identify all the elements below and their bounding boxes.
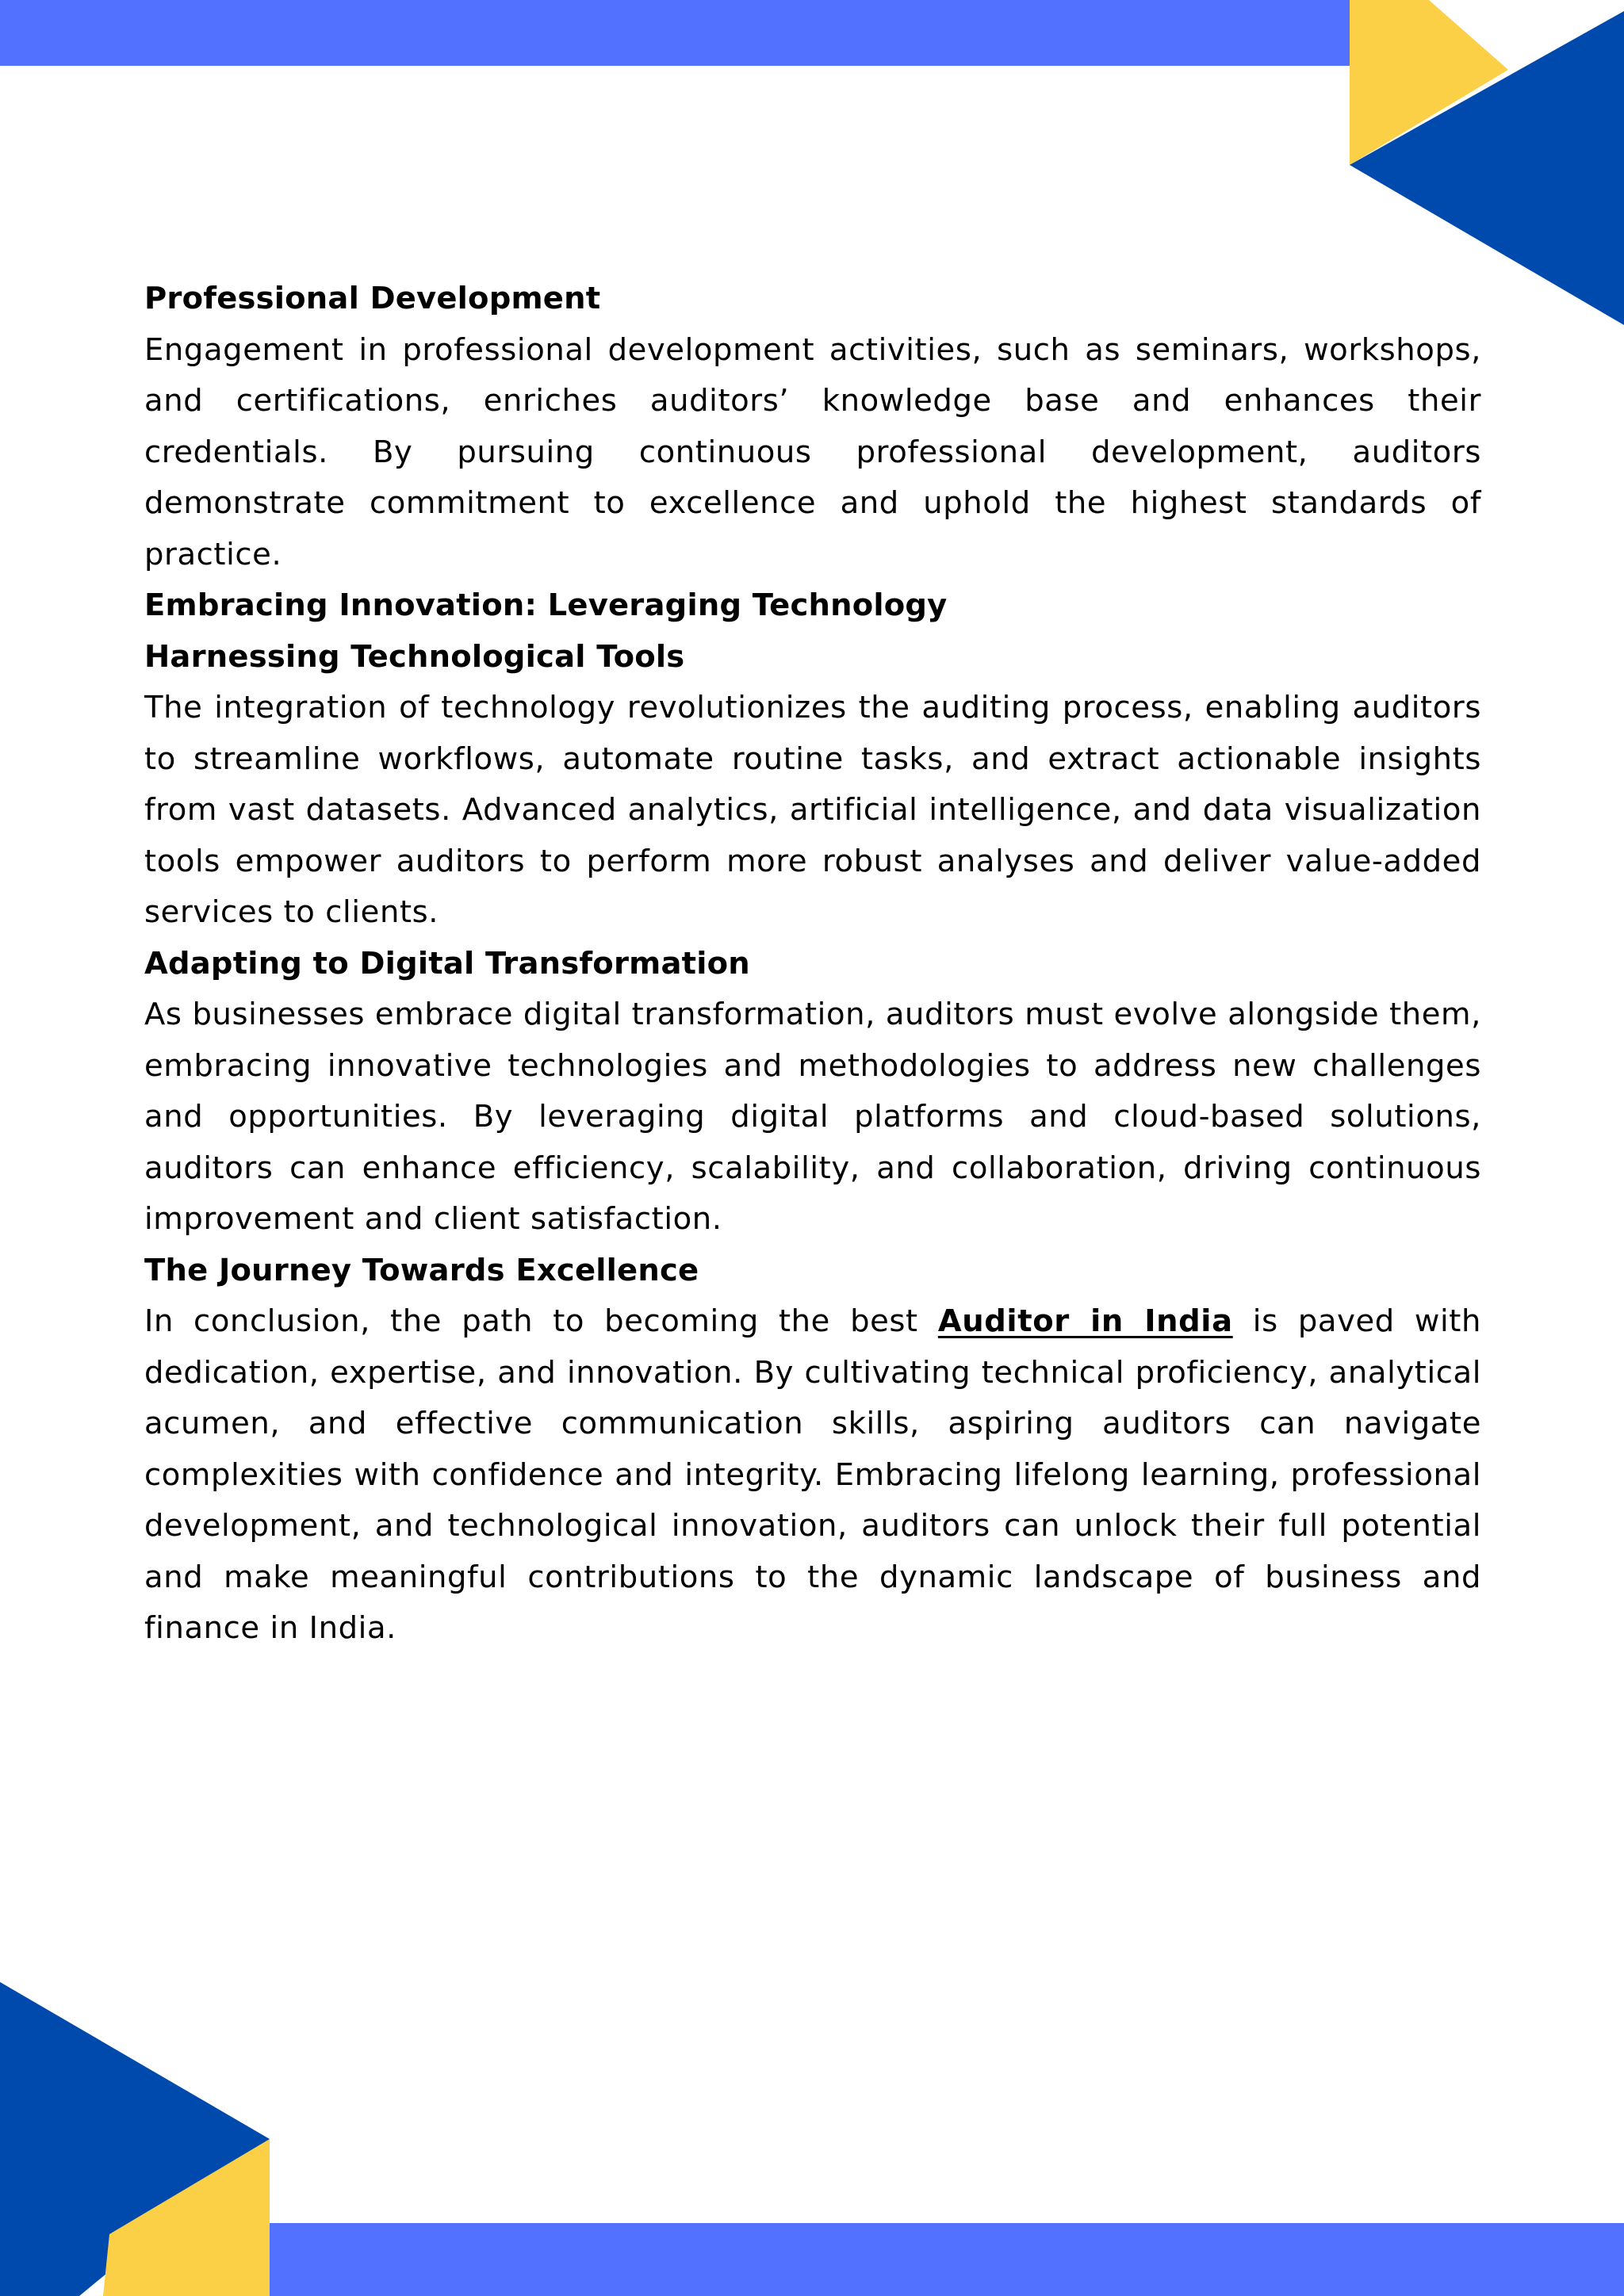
top-accent-bar (0, 0, 1350, 66)
document-body (144, 274, 1481, 1655)
paragraph-harnessing-tools: The integration of technology revolutionizes the auditing process, enabling auditors to streamline workflows, automate routine tasks, and extract actionable insights from vast datasets. Advanced analytics, artificial intelligence, and data visualization tools empower auditors to perform more robust analyses and deliver value-added services to clients. (144, 690, 1481, 930)
paragraph-digital-transformation: As businesses embrace digital transformation, auditors must evolve alongside them, embracing innovative technologies and methodologies to address new challenges and opportunities. By leveraging digital platforms and cloud-based solutions, auditors can enhance efficiency, scalability, and collaboration, driving continuous improvement and client satisfaction. (144, 997, 1481, 1237)
paragraph-professional-development: Engagement in professional development activities, such as seminars, workshops, and certifications, enriches auditors’ knowledge base and enhances their credentials. By pursuing continuous professional development, auditors demonstrate commitment to excellence and uphold the highest standards of practice. (144, 331, 1481, 572)
heading-harnessing-tools: Harnessing Technological Tools (144, 638, 685, 675)
paragraph-journey-excellence (144, 1296, 1481, 1655)
conclusion-text-end: is paved with dedication, expertise, and innovation. By cultivating technical proficiency, analytical acumen, and effective communication skills, aspiring auditors can navigate complexities with confidence and integrity. Embracing lifelong learning, professional development, and technological innovation, auditors can unlock their full potential and make meaningful contributions to the dynamic landscape of business and finance in India. (144, 1303, 1481, 1646)
bottom-accent-bar (270, 2223, 1624, 2296)
heading-digital-transformation: Adapting to Digital Transformation (144, 945, 750, 982)
heading-journey-excellence: The Journey Towards Excellence (144, 1252, 699, 1288)
heading-embracing-innovation: Embracing Innovation: Leveraging Technology (144, 587, 948, 623)
conclusion-text-start: In conclusion, the path to becoming the best (144, 1303, 938, 1339)
auditor-in-india-link[interactable]: Auditor in India (937, 1303, 1233, 1339)
heading-professional-development: Professional Development (144, 281, 601, 316)
